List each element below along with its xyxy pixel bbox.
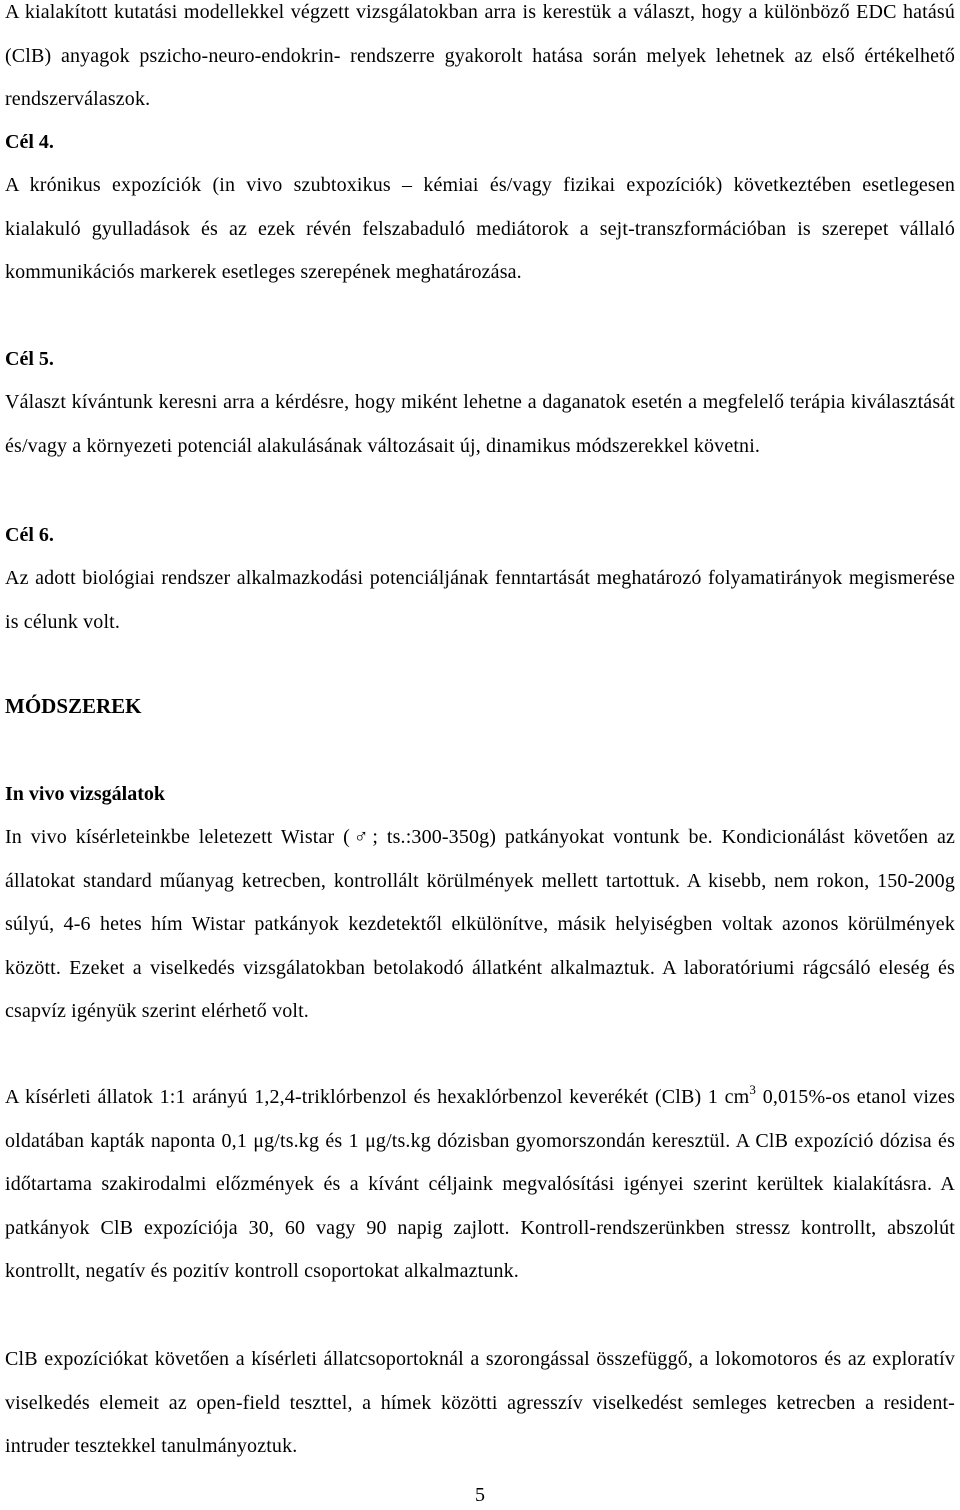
- methods-paragraph-3: ClB expozíciókat követően a kísérleti állatcsoportoknál a szorongással összefüggő, a lokomotoros és az exploratív viselkedés elemeit az open-field teszttel, a hímek közötti agresszív viselkedést semleges ketrecben a resident-intruder tesztekkel tanulmányoztuk.: [5, 1348, 955, 1457]
- intro-paragraph: A kialakított kutatási modellekkel végzett vizsgálatokban arra is kerestük a választ, hogy a különböző EDC hatású (ClB) anyagok pszicho-neuro-endokrin- rendszerre gyakorolt hatása során melyek lehetnek az első értékelhető rendszerválaszok.: [5, 1, 955, 110]
- goal-4-text: A krónikus expozíciók (in vivo szubtoxikus – kémiai és/vagy fizikai expozíciók) következtében esetlegesen kialakuló gyulladások és az ezek révén felszabaduló mediátorok a sejt-transzformációban is szerepet vállaló kommunikációs markerek esetleges szerepének meghatározása.: [5, 174, 955, 283]
- subsection-title: In vivo vizsgálatok: [5, 783, 166, 805]
- goal-5-text: Választ kívántunk keresni arra a kérdésre, hogy miként lehetne a daganatok esetén a megfelelő terápia kiválasztását és/vagy a környezeti potenciál alakulásának változásait új, dinamikus módszerekkel követni.: [5, 391, 955, 457]
- goal-6-text: Az adott biológiai rendszer alkalmazkodási potenciáljának fenntartását meghatározó folyamatirányok megismerése is célunk volt.: [5, 567, 955, 633]
- section-title: MÓDSZEREK: [5, 694, 142, 718]
- methods-paragraph-2: [5, 1076, 955, 1294]
- goal-6-heading: Cél 6.: [5, 524, 54, 546]
- page-number: 5: [475, 1484, 485, 1506]
- p2-text-before: A kísérleti állatok 1:1 arányú 1,2,4-triklórbenzol és hexaklórbenzol keverékét (ClB) 1 cm: [5, 1086, 750, 1108]
- goal-5-heading: Cél 5.: [5, 348, 54, 370]
- superscript-3: 3: [749, 1082, 757, 1097]
- goal-4-heading: Cél 4.: [5, 131, 54, 153]
- p2-text-after: 0,015%-os etanol vizes oldatában kapták naponta 0,1 μg/ts.kg és 1 μg/ts.kg dózisban gyomorszondán keresztül. A ClB expozíció dózisa és időtartama szakirodalmi előzmények és a kívánt céljaink megvalósítási igényei szerint kerültek kialakításra. A patkányok ClB expozíciója 30, 60 vagy 90 napig zajlott. Kontroll-rendszerünkben stressz kontrollt, abszolút kontrollt, negatív és pozitív kontroll csoportokat alkalmaztunk.: [5, 1086, 956, 1282]
- methods-paragraph-1: In vivo kísérleteinkbe leletezett Wistar (♂; ts.:300-350g) patkányokat vontunk be. Kondicionálást követően az állatokat standard műanyag ketrecben, kontrollált körülmények mellett tartottuk. A kisebb, nem rokon, 150-200g súlyú, 4-6 hetes hím Wistar patkányok kezdetektől elkülönítve, másik helyiségben voltak azonos körülmények között. Ezeket a viselkedés vizsgálatokban betolakodó állatként alkalmaztuk. A laboratóriumi rágcsáló eleség és csapvíz igényük szerint elérhető volt.: [5, 826, 955, 1022]
